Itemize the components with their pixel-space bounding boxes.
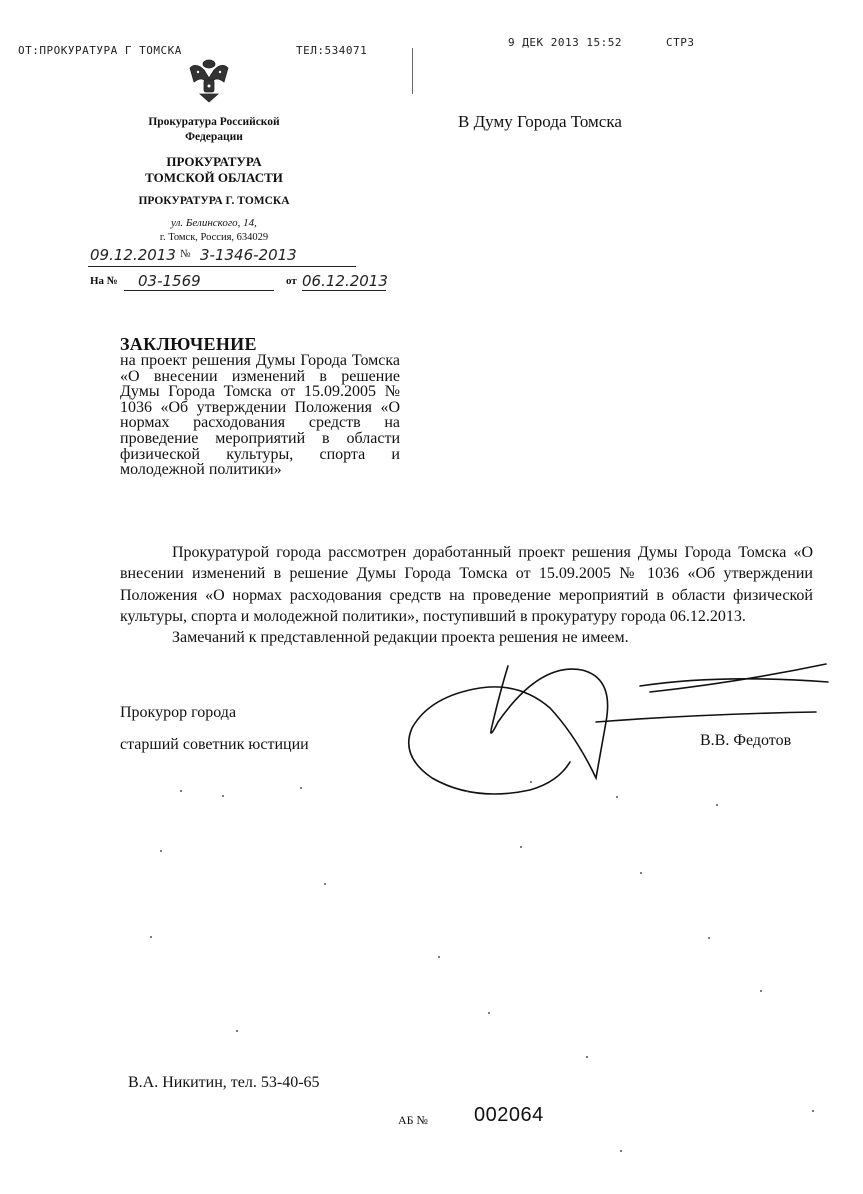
signer-position-2: старший советник юстиции — [120, 736, 309, 753]
incoming-number: 03-1569 — [124, 272, 274, 291]
signer-position-1: Прокурор города — [120, 704, 237, 721]
incoming-date-label: от — [286, 275, 297, 287]
fax-datetime: 9 ДЕК 2013 15:52 — [508, 36, 622, 49]
letterhead-line-1: Прокуратура Российской — [148, 116, 280, 128]
document-subject: на проект решения Думы Города Томска «О внесении изменений в решение Думы Города Томска от 15.09.2005 № 1036 «Об утверждении Положения «О нормах расходования средств на проведение мероприятий в области физической культуры, спорта и молодежной политики» — [120, 352, 400, 479]
incoming-number-label: На № — [90, 275, 118, 287]
fax-page: СТР3 — [666, 36, 695, 49]
incoming-date: 06.12.2013 — [302, 272, 388, 290]
fax-sender: ОТ:ПРОКУРАТУРА Г ТОМСКА — [18, 44, 182, 57]
letterhead-address-2: г. Томск, Россия, 634029 — [159, 232, 269, 243]
letterhead-address-1: ул. Белинского, 14, — [171, 217, 257, 229]
form-number-label: АБ № — [398, 1113, 429, 1127]
outgoing-number: 3-1346-2013 — [200, 246, 297, 264]
fax-phone: ТЕЛ:534071 — [296, 44, 368, 57]
outgoing-date: 09.12.2013 — [90, 246, 176, 264]
addressee: В Думу Города Томска — [458, 112, 622, 131]
letterhead-line-3: ПРОКУРАТУРА — [166, 154, 262, 169]
fold-line — [412, 48, 413, 94]
signer-name: В.В. Федотов — [700, 732, 792, 749]
incoming-reference-line — [88, 272, 388, 292]
document-title: ЗАКЛЮЧЕНИЕ — [120, 334, 257, 354]
letterhead-line-2: Федерации — [185, 131, 243, 143]
letterhead-line-4: ТОМСКОЙ ОБЛАСТИ — [145, 170, 283, 185]
outgoing-number-label: № — [180, 248, 191, 260]
letterhead-line-5: ПРОКУРАТУРА Г. ТОМСКА — [138, 195, 290, 207]
outgoing-number-line — [88, 246, 356, 267]
body-paragraph-1: Прокуратурой города рассмотрен доработанный проект решения Думы Города Томска «О внесении изменений в решение Думы Города Томска от 15.09.2005 № 1036 «Об утверждении Положения «О нормах расходования средств на проведение мероприятий в области физической культуры, спорта и молодежной политики», поступивший в прокуратуру города 06.12.2013. — [120, 544, 813, 625]
body-paragraph-2: Замечаний к представленной редакции проекта решения не имеем. — [172, 629, 629, 647]
handwritten-signature — [400, 652, 830, 802]
executor-contact: В.А. Никитин, тел. 53-40-65 — [128, 1074, 320, 1091]
coat-of-arms-icon — [186, 56, 232, 104]
document-body — [120, 542, 813, 648]
form-number: 002064 — [474, 1104, 544, 1126]
